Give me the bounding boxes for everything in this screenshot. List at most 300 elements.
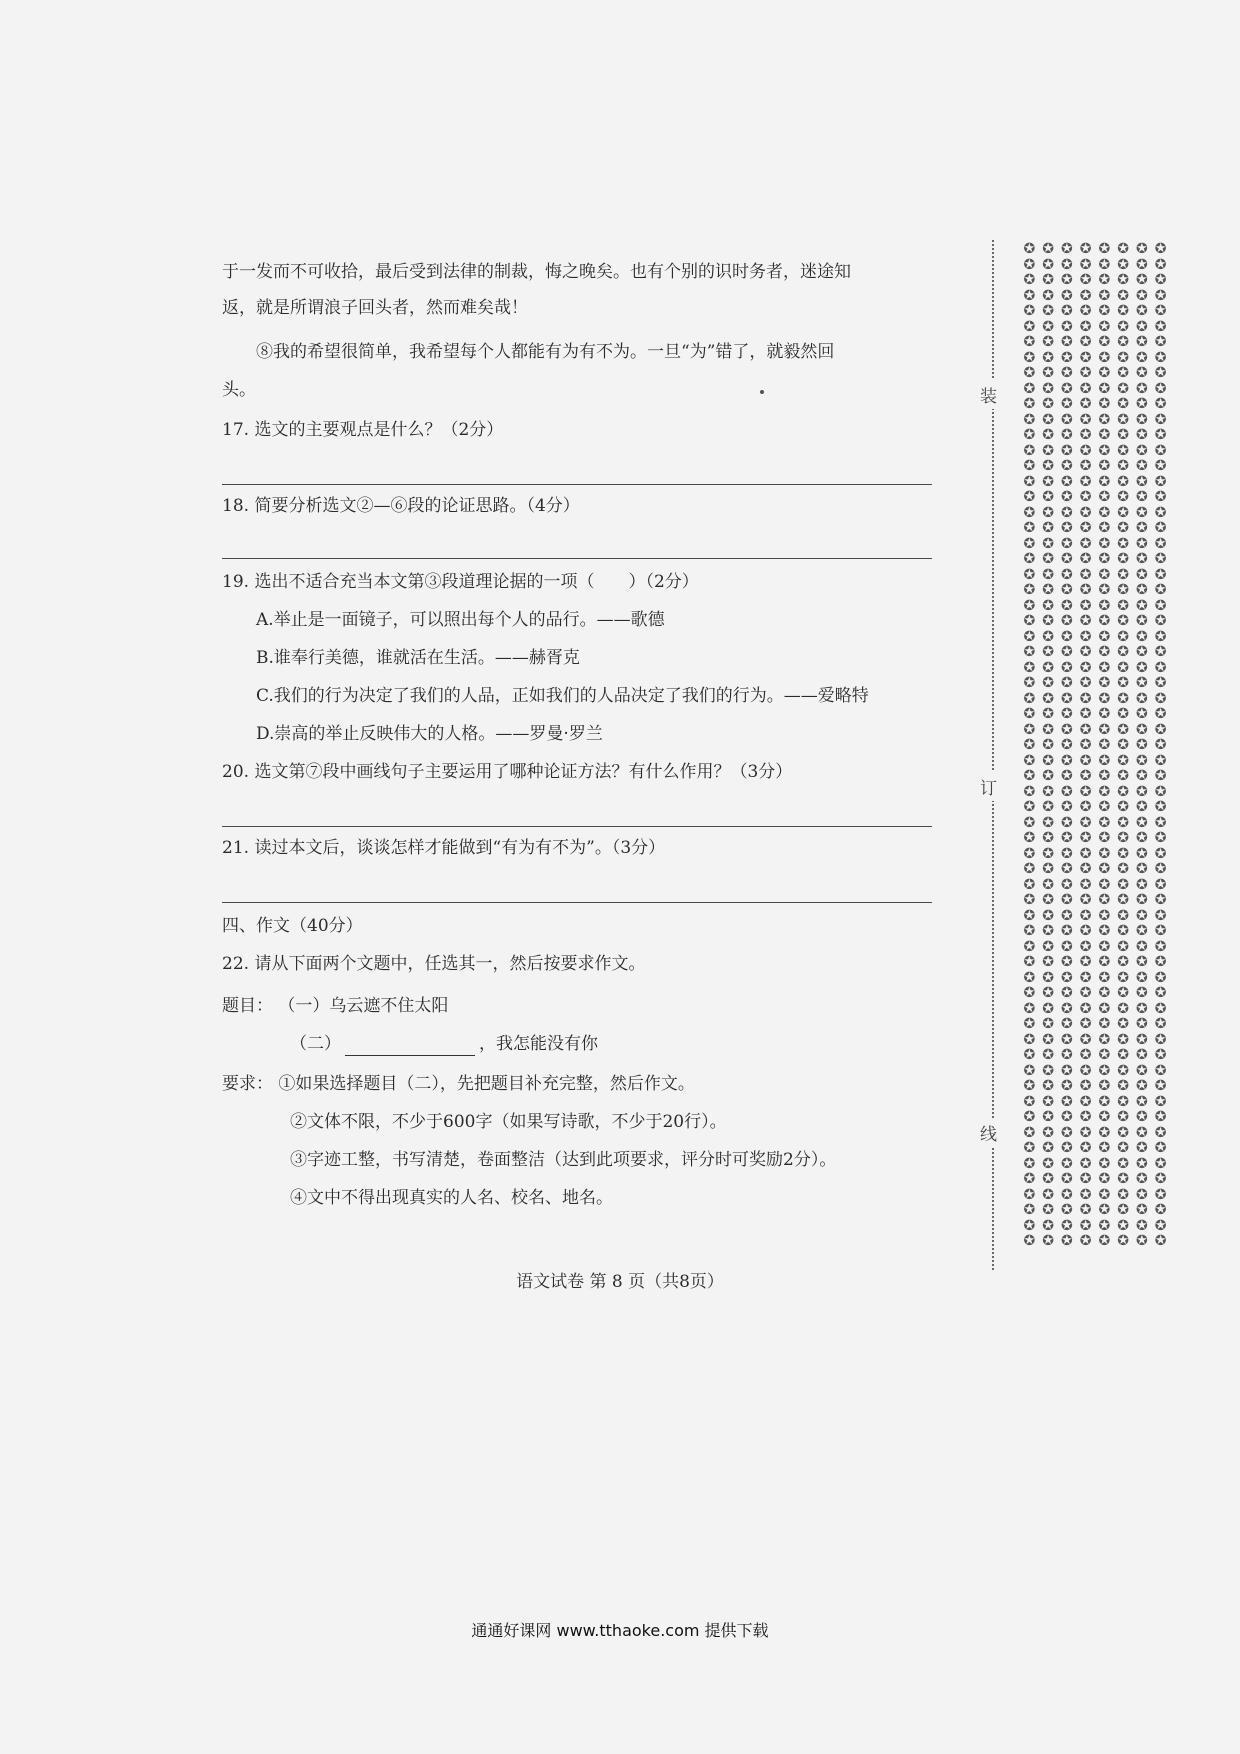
pattern-glyph: ✪ (1023, 721, 1036, 738)
pattern-glyph: ✪ (1136, 1124, 1148, 1141)
pattern-glyph: ✪ (1079, 1155, 1092, 1172)
pattern-glyph: ✪ (1136, 1140, 1148, 1156)
pattern-glyph: ✪ (1117, 845, 1129, 862)
pattern-glyph: ✪ (1023, 597, 1036, 614)
requirement-2: ②文体不限，不少于600字（如果写诗歌，不少于20行）。 (290, 1112, 727, 1132)
pattern-glyph: ✪ (1023, 892, 1036, 908)
pattern-glyph: ✪ (1136, 644, 1148, 660)
pattern-glyph: ✪ (1023, 303, 1036, 319)
pattern-glyph: ✪ (1154, 566, 1167, 583)
pattern-glyph: ✪ (1136, 272, 1148, 288)
pattern-glyph: ✪ (1061, 923, 1073, 939)
pattern-glyph: ✪ (1079, 876, 1092, 893)
pattern-glyph: ✪ (1023, 1124, 1036, 1141)
pattern-glyph: ✪ (1023, 396, 1036, 412)
pattern-glyph: ✪ (1079, 566, 1092, 583)
pattern-glyph: ✪ (1136, 1000, 1148, 1017)
pattern-glyph: ✪ (1136, 1171, 1148, 1187)
pattern-glyph: ✪ (1117, 861, 1129, 877)
pattern-glyph: ✪ (1154, 954, 1167, 970)
passage-paragraph-8: ⑧我的希望很简单，我希望每个人都能有为有不为。一旦“为”错了，就毅然回 (256, 342, 835, 362)
pattern-glyph: ✪ (1154, 535, 1167, 552)
pattern-glyph: ✪ (1042, 1000, 1054, 1017)
pattern-glyph: ✪ (1154, 628, 1167, 645)
pattern-glyph: ✪ (1042, 706, 1054, 722)
pattern-glyph: ✪ (1154, 504, 1167, 521)
pattern-glyph: ✪ (1098, 737, 1111, 753)
pattern-glyph: ✪ (1061, 659, 1073, 676)
pattern-glyph: ✪ (1061, 938, 1073, 955)
pattern-glyph: ✪ (1136, 954, 1148, 970)
pattern-glyph: ✪ (1154, 551, 1167, 567)
pattern-glyph: ✪ (1042, 1186, 1054, 1203)
answer-line-17[interactable] (222, 484, 932, 485)
pattern-glyph: ✪ (1079, 1031, 1092, 1048)
pattern-glyph: ✪ (1079, 737, 1092, 753)
pattern-glyph: ✪ (1042, 814, 1054, 831)
binding-label: 订 (980, 772, 997, 801)
answer-line-20[interactable] (222, 826, 932, 827)
pattern-glyph: ✪ (1061, 242, 1073, 257)
question-17: 17. 选文的主要观点是什么？（2分） (222, 420, 504, 440)
pattern-glyph: ✪ (1079, 597, 1092, 614)
pattern-glyph: ✪ (1136, 489, 1148, 505)
pattern-glyph: ✪ (1079, 303, 1092, 319)
pattern-glyph: ✪ (1061, 1171, 1073, 1187)
pattern-glyph: ✪ (1023, 458, 1036, 474)
pattern-glyph: ✪ (1117, 675, 1129, 691)
pattern-glyph: ✪ (1023, 349, 1036, 366)
pattern-glyph: ✪ (1023, 551, 1036, 567)
pattern-glyph: ✪ (1042, 613, 1054, 629)
pattern-glyph: ✪ (1023, 380, 1036, 397)
pattern-glyph: ✪ (1098, 907, 1111, 924)
pattern-glyph: ✪ (1136, 473, 1148, 490)
pattern-glyph: ✪ (1042, 768, 1054, 784)
pattern-glyph: ✪ (1098, 969, 1111, 986)
pattern-glyph: ✪ (1136, 628, 1148, 645)
pattern-glyph: ✪ (1117, 1016, 1129, 1032)
pattern-glyph: ✪ (1117, 489, 1129, 505)
pattern-glyph: ✪ (1042, 675, 1054, 691)
pattern-glyph: ✪ (1079, 349, 1092, 366)
pattern-glyph: ✪ (1023, 923, 1036, 939)
pattern-glyph: ✪ (1136, 1093, 1148, 1110)
pattern-glyph: ✪ (1154, 318, 1167, 335)
pattern-glyph: ✪ (1154, 303, 1167, 319)
pattern-glyph: ✪ (1079, 675, 1092, 691)
pattern-glyph: ✪ (1154, 752, 1167, 769)
pattern-glyph: ✪ (1136, 551, 1148, 567)
pattern-glyph: ✪ (1117, 923, 1129, 939)
pattern-glyph: ✪ (1061, 1202, 1073, 1218)
pattern-glyph: ✪ (1098, 690, 1111, 707)
pattern-glyph: ✪ (1117, 427, 1129, 443)
pattern-glyph: ✪ (1117, 1078, 1129, 1094)
pattern-glyph: ✪ (1061, 1031, 1073, 1048)
pattern-glyph: ✪ (1042, 876, 1054, 893)
pattern-glyph: ✪ (1042, 334, 1054, 350)
pattern-glyph: ✪ (1042, 845, 1054, 862)
pattern-glyph: ✪ (1023, 644, 1036, 660)
pattern-glyph: ✪ (1154, 242, 1167, 257)
pattern-glyph: ✪ (1154, 721, 1167, 738)
topic-row-2 (290, 1032, 598, 1056)
pattern-glyph: ✪ (1023, 1217, 1036, 1234)
pattern-glyph: ✪ (1061, 628, 1073, 645)
pattern-glyph: ✪ (1042, 690, 1054, 707)
pattern-glyph: ✪ (1117, 349, 1129, 366)
pattern-glyph: ✪ (1061, 907, 1073, 924)
option-d: D.崇高的举止反映伟大的人格。——罗曼·罗兰 (256, 724, 603, 744)
pattern-glyph: ✪ (1023, 427, 1036, 443)
pattern-glyph: ✪ (1042, 597, 1054, 614)
pattern-glyph: ✪ (1042, 1093, 1054, 1110)
pattern-glyph: ✪ (1117, 644, 1129, 660)
pattern-glyph: ✪ (1154, 458, 1167, 474)
pattern-glyph: ✪ (1023, 613, 1036, 629)
pattern-glyph: ✪ (1154, 489, 1167, 505)
pattern-glyph: ✪ (1061, 489, 1073, 505)
pattern-glyph: ✪ (1154, 985, 1167, 1001)
pattern-glyph: ✪ (1079, 396, 1092, 412)
pattern-glyph: ✪ (1154, 737, 1167, 753)
pattern-glyph: ✪ (1023, 799, 1036, 815)
pattern-glyph: ✪ (1042, 1233, 1054, 1249)
pattern-glyph: ✪ (1042, 830, 1054, 846)
topic-2-blank[interactable] (345, 1037, 475, 1056)
pattern-glyph: ✪ (1023, 489, 1036, 505)
pattern-glyph: ✪ (1117, 396, 1129, 412)
pattern-glyph: ✪ (1117, 954, 1129, 970)
pattern-glyph: ✪ (1079, 318, 1092, 335)
pattern-glyph: ✪ (1136, 1016, 1148, 1032)
pattern-glyph: ✪ (1136, 768, 1148, 784)
pattern-glyph: ✪ (1061, 845, 1073, 862)
pattern-glyph: ✪ (1023, 954, 1036, 970)
pattern-glyph: ✪ (1061, 1155, 1073, 1172)
pattern-glyph: ✪ (1154, 380, 1167, 397)
pattern-glyph: ✪ (1079, 659, 1092, 676)
source-credit: 通通好课网 www.tthaoke.com 提供下载 (471, 1621, 769, 1640)
pattern-glyph: ✪ (1079, 411, 1092, 428)
pattern-glyph: ✪ (1023, 1171, 1036, 1187)
pattern-glyph: ✪ (1117, 1202, 1129, 1218)
speck (760, 390, 764, 394)
pattern-glyph: ✪ (1154, 1078, 1167, 1094)
pattern-glyph: ✪ (1061, 520, 1073, 536)
pattern-glyph: ✪ (1117, 1140, 1129, 1156)
pattern-glyph: ✪ (1061, 272, 1073, 288)
pattern-glyph: ✪ (1023, 752, 1036, 769)
pattern-glyph: ✪ (1061, 365, 1073, 381)
pattern-glyph: ✪ (1023, 659, 1036, 676)
pattern-glyph: ✪ (1042, 242, 1054, 257)
pattern-glyph: ✪ (1136, 845, 1148, 862)
pattern-glyph: ✪ (1079, 752, 1092, 769)
pattern-glyph: ✪ (1098, 1109, 1111, 1125)
pattern-glyph: ✪ (1042, 938, 1054, 955)
pattern-glyph: ✪ (1098, 365, 1111, 381)
pattern-glyph: ✪ (1117, 520, 1129, 536)
pattern-glyph: ✪ (1154, 520, 1167, 536)
pattern-glyph: ✪ (1154, 1093, 1167, 1110)
pattern-glyph: ✪ (1079, 799, 1092, 815)
passage-line: 返，就是所谓浪子回头者，然而难矣哉！ (222, 298, 528, 318)
pattern-glyph: ✪ (1117, 1171, 1129, 1187)
pattern-glyph: ✪ (1098, 1031, 1111, 1048)
requirements-label: 要求： (222, 1074, 273, 1094)
pattern-glyph: ✪ (1042, 1078, 1054, 1094)
pattern-glyph: ✪ (1117, 582, 1129, 598)
pattern-glyph: ✪ (1023, 504, 1036, 521)
pattern-glyph: ✪ (1136, 256, 1148, 273)
pattern-glyph: ✪ (1098, 396, 1111, 412)
pattern-glyph: ✪ (1117, 535, 1129, 552)
pattern-glyph: ✪ (1117, 458, 1129, 474)
pattern-glyph: ✪ (1042, 551, 1054, 567)
pattern-glyph: ✪ (1042, 504, 1054, 521)
pattern-glyph: ✪ (1098, 473, 1111, 490)
pattern-glyph: ✪ (1136, 365, 1148, 381)
pattern-glyph: ✪ (1117, 1000, 1129, 1017)
pattern-glyph: ✪ (1154, 845, 1167, 862)
pattern-glyph: ✪ (1023, 520, 1036, 536)
pattern-glyph: ✪ (1117, 1062, 1129, 1079)
pattern-glyph: ✪ (1061, 473, 1073, 490)
pattern-glyph: ✪ (1023, 907, 1036, 924)
pattern-glyph: ✪ (1117, 256, 1129, 273)
pattern-glyph: ✪ (1079, 1233, 1092, 1249)
pattern-glyph: ✪ (1154, 1155, 1167, 1172)
pattern-glyph: ✪ (1079, 535, 1092, 552)
pattern-glyph: ✪ (1042, 520, 1054, 536)
pattern-glyph: ✪ (1098, 876, 1111, 893)
pattern-glyph: ✪ (1061, 256, 1073, 273)
pattern-glyph: ✪ (1042, 1217, 1054, 1234)
pattern-glyph: ✪ (1023, 1202, 1036, 1218)
pattern-glyph: ✪ (1117, 783, 1129, 800)
pattern-glyph: ✪ (1154, 690, 1167, 707)
page-footer: 语文试卷 第 8 页（共8页） (516, 1272, 724, 1292)
pattern-glyph: ✪ (1098, 721, 1111, 738)
pattern-glyph: ✪ (1061, 721, 1073, 738)
pattern-glyph: ✪ (1098, 752, 1111, 769)
pattern-glyph: ✪ (1079, 706, 1092, 722)
question-22: 22. 请从下面两个文题中，任选其一，然后按要求作文。 (222, 954, 646, 974)
pattern-glyph: ✪ (1042, 721, 1054, 738)
pattern-glyph: ✪ (1098, 303, 1111, 319)
pattern-glyph: ✪ (1098, 1217, 1111, 1234)
pattern-glyph: ✪ (1098, 566, 1111, 583)
pattern-glyph: ✪ (1117, 721, 1129, 738)
pattern-glyph: ✪ (1154, 830, 1167, 846)
pattern-glyph: ✪ (1079, 489, 1092, 505)
pattern-glyph: ✪ (1117, 1031, 1129, 1048)
pattern-glyph: ✪ (1117, 799, 1129, 815)
pattern-glyph: ✪ (1154, 1186, 1167, 1203)
pattern-glyph: ✪ (1023, 242, 1036, 257)
pattern-glyph: ✪ (1098, 597, 1111, 614)
pattern-glyph: ✪ (1154, 442, 1167, 459)
pattern-glyph: ✪ (1154, 1171, 1167, 1187)
pattern-glyph: ✪ (1023, 1062, 1036, 1079)
pattern-glyph: ✪ (1042, 1155, 1054, 1172)
pattern-glyph: ✪ (1061, 1140, 1073, 1156)
pattern-glyph: ✪ (1136, 969, 1148, 986)
pattern-glyph: ✪ (1042, 907, 1054, 924)
pattern-glyph: ✪ (1117, 566, 1129, 583)
pattern-glyph: ✪ (1079, 1140, 1092, 1156)
pattern-glyph: ✪ (1098, 1171, 1111, 1187)
pattern-glyph: ✪ (1154, 411, 1167, 428)
pattern-glyph: ✪ (1023, 1031, 1036, 1048)
pattern-glyph: ✪ (1098, 411, 1111, 428)
pattern-glyph: ✪ (1136, 566, 1148, 583)
pattern-glyph: ✪ (1079, 473, 1092, 490)
pattern-glyph: ✪ (1023, 675, 1036, 691)
pattern-glyph: ✪ (1136, 1186, 1148, 1203)
pattern-glyph: ✪ (1023, 1047, 1036, 1063)
pattern-glyph: ✪ (1042, 1124, 1054, 1141)
pattern-glyph: ✪ (1154, 287, 1167, 304)
pattern-glyph: ✪ (1023, 1016, 1036, 1032)
pattern-glyph: ✪ (1098, 861, 1111, 877)
pattern-glyph: ✪ (1042, 737, 1054, 753)
pattern-glyph: ✪ (1098, 954, 1111, 970)
pattern-glyph: ✪ (1136, 659, 1148, 676)
pattern-glyph: ✪ (1136, 411, 1148, 428)
pattern-glyph: ✪ (1023, 1000, 1036, 1017)
pattern-glyph: ✪ (1061, 954, 1073, 970)
pattern-glyph: ✪ (1117, 985, 1129, 1001)
pattern-glyph: ✪ (1117, 969, 1129, 986)
pattern-glyph: ✪ (1023, 582, 1036, 598)
pattern-glyph: ✪ (1079, 442, 1092, 459)
pattern-glyph: ✪ (1136, 349, 1148, 366)
pattern-glyph: ✪ (1098, 427, 1111, 443)
pattern-glyph: ✪ (1117, 1217, 1129, 1234)
pattern-glyph: ✪ (1098, 349, 1111, 366)
pattern-glyph: ✪ (1117, 1109, 1129, 1125)
pattern-glyph: ✪ (1117, 907, 1129, 924)
pattern-glyph: ✪ (1079, 628, 1092, 645)
pattern-glyph: ✪ (1117, 814, 1129, 831)
pattern-glyph: ✪ (1136, 799, 1148, 815)
pattern-glyph: ✪ (1098, 1078, 1111, 1094)
pattern-glyph: ✪ (1117, 938, 1129, 955)
pattern-glyph: ✪ (1023, 1093, 1036, 1110)
topic-1: （一）乌云遮不住太阳 (278, 996, 449, 1016)
pattern-glyph: ✪ (1136, 1047, 1148, 1063)
pattern-glyph: ✪ (1061, 566, 1073, 583)
topic-row-1 (222, 994, 448, 1018)
pattern-glyph: ✪ (1061, 597, 1073, 614)
pattern-glyph: ✪ (1098, 1124, 1111, 1141)
pattern-glyph: ✪ (1042, 861, 1054, 877)
pattern-glyph: ✪ (1098, 489, 1111, 505)
pattern-glyph: ✪ (1154, 675, 1167, 691)
pattern-glyph: ✪ (1136, 520, 1148, 536)
option-b: B.谁奉行美德，谁就活在生活。——赫胥克 (256, 648, 580, 668)
pattern-glyph: ✪ (1061, 1078, 1073, 1094)
pattern-glyph: ✪ (1154, 892, 1167, 908)
pattern-glyph: ✪ (1136, 706, 1148, 722)
pattern-glyph: ✪ (1117, 303, 1129, 319)
pattern-glyph: ✪ (1042, 1202, 1054, 1218)
pattern-glyph: ✪ (1154, 1217, 1167, 1234)
pattern-glyph: ✪ (1154, 938, 1167, 955)
pattern-glyph: ✪ (1154, 969, 1167, 986)
pattern-glyph: ✪ (1136, 442, 1148, 459)
pattern-glyph: ✪ (1098, 783, 1111, 800)
pattern-glyph: ✪ (1154, 659, 1167, 676)
pattern-glyph: ✪ (1154, 1202, 1167, 1218)
pattern-glyph: ✪ (1154, 256, 1167, 273)
pattern-glyph: ✪ (1098, 442, 1111, 459)
pattern-glyph: ✪ (1098, 318, 1111, 335)
pattern-glyph: ✪ (1042, 969, 1054, 986)
pattern-glyph: ✪ (1098, 706, 1111, 722)
pattern-glyph: ✪ (1079, 954, 1092, 970)
pattern-glyph: ✪ (1079, 1062, 1092, 1079)
pattern-glyph: ✪ (1042, 380, 1054, 397)
pattern-glyph: ✪ (1079, 969, 1092, 986)
pattern-glyph: ✪ (1098, 334, 1111, 350)
pattern-glyph: ✪ (1042, 783, 1054, 800)
pattern-glyph: ✪ (1098, 613, 1111, 629)
pattern-glyph: ✪ (1061, 690, 1073, 707)
pattern-glyph: ✪ (1136, 675, 1148, 691)
pattern-glyph: ✪ (1079, 256, 1092, 273)
pattern-glyph: ✪ (1136, 737, 1148, 753)
pattern-glyph: ✪ (1079, 582, 1092, 598)
pattern-glyph: ✪ (1023, 473, 1036, 490)
pattern-glyph: ✪ (1061, 458, 1073, 474)
pattern-glyph: ✪ (1023, 318, 1036, 335)
pattern-glyph: ✪ (1136, 380, 1148, 397)
pattern-glyph: ✪ (1154, 783, 1167, 800)
pattern-glyph: ✪ (1117, 830, 1129, 846)
pattern-glyph: ✪ (1136, 892, 1148, 908)
pattern-glyph: ✪ (1117, 706, 1129, 722)
pattern-glyph: ✪ (1023, 768, 1036, 784)
pattern-glyph: ✪ (1117, 272, 1129, 288)
pattern-glyph: ✪ (1061, 985, 1073, 1001)
pattern-glyph: ✪ (1042, 923, 1054, 939)
pattern-glyph: ✪ (1079, 520, 1092, 536)
pattern-glyph: ✪ (1061, 504, 1073, 521)
pattern-glyph: ✪ (1061, 783, 1073, 800)
pattern-glyph: ✪ (1098, 814, 1111, 831)
pattern-glyph: ✪ (1136, 1062, 1148, 1079)
pattern-glyph: ✪ (1079, 861, 1092, 877)
answer-line-18[interactable] (222, 558, 932, 559)
pattern-glyph: ✪ (1042, 256, 1054, 273)
pattern-glyph: ✪ (1154, 349, 1167, 366)
pattern-glyph: ✪ (1061, 969, 1073, 986)
pattern-glyph: ✪ (1042, 752, 1054, 769)
pattern-glyph: ✪ (1079, 1186, 1092, 1203)
pattern-glyph: ✪ (1098, 892, 1111, 908)
answer-line-21[interactable] (222, 902, 932, 903)
pattern-glyph: ✪ (1117, 442, 1129, 459)
pattern-glyph: ✪ (1154, 473, 1167, 490)
pattern-glyph: ✪ (1023, 830, 1036, 846)
pattern-glyph: ✪ (1098, 458, 1111, 474)
pattern-glyph: ✪ (1136, 396, 1148, 412)
pattern-glyph: ✪ (1042, 473, 1054, 490)
